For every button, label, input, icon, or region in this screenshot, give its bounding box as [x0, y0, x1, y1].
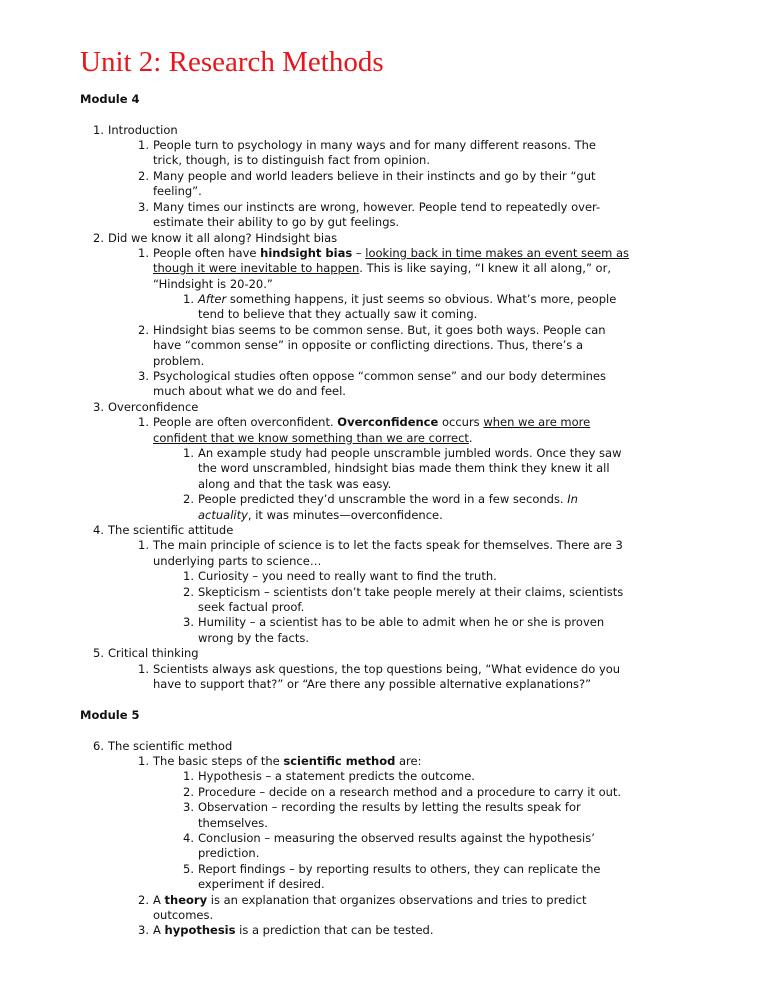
list-text: feeling”. [153, 184, 202, 198]
text-run: The basic steps of the [153, 754, 284, 768]
text-run: – [352, 246, 366, 260]
section-heading: The scientific method [108, 739, 233, 753]
list-text [153, 260, 611, 276]
list-text: much about what we do and feel. [153, 384, 346, 398]
list-text: trick, though, is to distinguish fact from opinion. [153, 153, 430, 167]
module-5-heading: Module 5 [80, 708, 140, 722]
list-number: 4. [93, 523, 104, 537]
list-number: 1. [138, 662, 149, 676]
list-text [153, 430, 473, 446]
list-text: The main principle of science is to let the facts speak for themselves. There are 3 [153, 538, 623, 552]
list-text: An example study had people unscramble jumbled words. Once they saw [198, 446, 622, 460]
list-number: 2. [138, 169, 149, 183]
list-text: Hypothesis – a statement predicts the outcome. [198, 769, 475, 783]
list-text: have “common sense” in opposite or conflicting directions. Thus, there’s a [153, 338, 583, 352]
list-text [198, 491, 578, 507]
list-text [153, 753, 421, 769]
list-number: 2. [183, 785, 194, 799]
text-run: A [153, 893, 165, 907]
list-text: Observation – recording the results by letting the results speak for [198, 800, 581, 814]
list-number: 2. [183, 492, 194, 506]
list-text: themselves. [198, 816, 268, 830]
list-number: 1. [93, 123, 104, 137]
list-number: 2. [93, 231, 104, 245]
term-overconfidence: Overconfidence [337, 415, 439, 429]
text-run: something happens, it just seems so obvious. What’s more, people [226, 292, 617, 306]
list-text: outcomes. [153, 908, 214, 922]
list-number: 4. [183, 831, 194, 845]
list-number: 5. [183, 862, 194, 876]
list-number: 1. [138, 415, 149, 429]
text-run: are: [395, 754, 422, 768]
list-text: Report findings – by reporting results to others, they can replicate the [198, 862, 601, 876]
list-text: wrong by the facts. [198, 631, 310, 645]
text-run: occurs [438, 415, 484, 429]
definition-text: looking back in time makes an event seem as [365, 246, 630, 260]
list-text: Skepticism – scientists don’t take people merely at their claims, scientists [198, 585, 624, 599]
term-scientific-method: scientific method [283, 754, 396, 768]
section-heading: Critical thinking [108, 646, 199, 660]
term-hindsight-bias: hindsight bias [260, 246, 353, 260]
list-number: 1. [183, 446, 194, 460]
section-heading: The scientific attitude [108, 523, 234, 537]
term-hypothesis: hypothesis [164, 923, 236, 937]
list-text [198, 507, 443, 523]
list-number: 5. [93, 646, 104, 660]
list-number: 3. [183, 615, 194, 629]
list-text: problem. [153, 354, 205, 368]
term-theory: theory [164, 893, 208, 907]
list-text: Many times our instincts are wrong, however. People tend to repeatedly over- [153, 200, 601, 214]
text-run: A [153, 923, 165, 937]
list-text: Psychological studies often oppose “common sense” and our body determines [153, 369, 607, 383]
definition-text: confident that we know something than we are correct [153, 431, 469, 445]
list-text: Humility – a scientist has to be able to admit when he or she is proven [198, 615, 605, 629]
list-text [198, 291, 616, 307]
text-run: People predicted they’d unscramble the word in a few seconds. [198, 492, 568, 506]
list-text: Conclusion – measuring the observed results against the hypothesis’ [198, 831, 595, 845]
list-text: along and that the task was easy. [198, 477, 392, 491]
list-text: estimate their ability to go by gut feelings. [153, 215, 400, 229]
text-run: . [468, 431, 473, 445]
section-heading: Did we know it all along? Hindsight bias [108, 231, 338, 245]
list-number: 3. [93, 400, 104, 414]
list-number: 1. [183, 569, 194, 583]
emphasis-text: actuality [198, 508, 248, 522]
list-text: the word unscrambled, hindsight bias made them think they knew it all [198, 461, 610, 475]
text-run: . This is like saying, “I knew it all along,” or, [359, 261, 611, 275]
text-run: is a prediction that can be tested. [235, 923, 434, 937]
list-text: Procedure – decide on a research method and a procedure to carry it out. [198, 785, 622, 799]
page-title: Unit 2: Research Methods [80, 46, 384, 78]
list-text [153, 892, 586, 908]
list-text [153, 922, 434, 938]
section-heading: Introduction [108, 123, 178, 137]
list-text: Many people and world leaders believe in their instincts and go by their “gut [153, 169, 596, 183]
text-run: People are often overconfident. [153, 415, 338, 429]
list-number: 3. [138, 923, 149, 937]
list-text: Curiosity – you need to really want to find the truth. [198, 569, 497, 583]
list-text: underlying parts to science… [153, 554, 322, 568]
list-number: 1. [183, 292, 194, 306]
list-number: 3. [138, 369, 149, 383]
list-number: 6. [93, 739, 104, 753]
list-text [153, 245, 629, 261]
definition-text: though it were inevitable to happen [153, 261, 360, 275]
list-text: Scientists always ask questions, the top questions being, “What evidence do you [153, 662, 621, 676]
list-number: 3. [138, 200, 149, 214]
list-number: 1. [138, 138, 149, 152]
list-number: 2. [138, 323, 149, 337]
list-number: 1. [138, 754, 149, 768]
list-text: prediction. [198, 846, 260, 860]
section-heading: Overconfidence [108, 400, 199, 414]
module-4-heading: Module 4 [80, 92, 140, 106]
list-number: 2. [183, 585, 194, 599]
list-number: 1. [183, 769, 194, 783]
list-text: have to support that?” or “Are there any possible alternative explanations?” [153, 677, 592, 691]
list-text: seek factual proof. [198, 600, 305, 614]
list-text: “Hindsight is 20-20.” [153, 277, 273, 291]
list-number: 3. [183, 800, 194, 814]
list-text: tend to believe that they actually saw it coming. [198, 307, 478, 321]
list-number: 1. [138, 246, 149, 260]
list-text: Hindsight bias seems to be common sense. But, it goes both ways. People can [153, 323, 606, 337]
definition-text: when we are more [483, 415, 591, 429]
list-text: People turn to psychology in many ways and for many different reasons. The [153, 138, 596, 152]
text-run: , it was minutes—overconfidence. [247, 508, 443, 522]
text-run: is an explanation that organizes observations and tries to predict [207, 893, 587, 907]
list-number: 2. [138, 893, 149, 907]
list-text [153, 414, 590, 430]
emphasis-text: In [567, 492, 578, 506]
list-number: 1. [138, 538, 149, 552]
emphasis-text: After [198, 292, 227, 306]
text-run: People often have [153, 246, 261, 260]
list-text: experiment if desired. [198, 877, 325, 891]
